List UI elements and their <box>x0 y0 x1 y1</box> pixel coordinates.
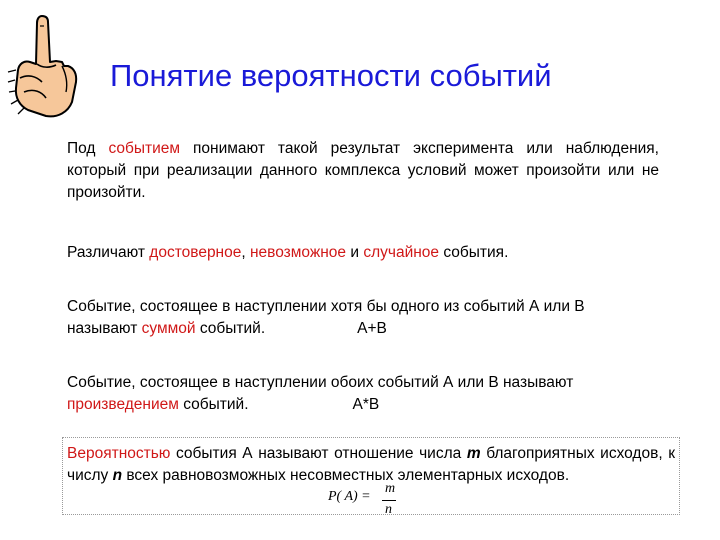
term-probability: Вероятностью <box>67 445 171 462</box>
formula-denominator: n <box>385 502 392 517</box>
formula-numerator: m <box>385 481 396 496</box>
event-types: Различают достоверное, невозможное и случайное события. <box>67 244 509 261</box>
page-title: Понятие вероятности событий <box>110 58 552 93</box>
term-sum: суммой <box>141 320 196 337</box>
probability-formula <box>328 481 396 517</box>
sum-definition: Событие, состоящее в наступлении хотя бы одного из событий А или В называют суммой событий. А+В <box>67 296 659 340</box>
sum-formula: А+В <box>357 320 387 337</box>
product-definition: Событие, состоящее в наступлении обоих событий А или В называют произведением событий. А*В <box>67 372 659 416</box>
term-event: событием <box>108 140 181 157</box>
product-formula: А*В <box>352 396 380 413</box>
term-random: случайное <box>363 244 440 261</box>
event-definition: Под событием понимают такой результат эксперимента или наблюдения, который при реализации данного комплекса условий может произойти или не произойти. <box>67 140 659 201</box>
term-impossible: невозможное <box>249 244 347 261</box>
term-product: произведением <box>67 396 179 413</box>
probability-definition: Вероятностью события А называют отношение числа m благоприятных исходов, к числу n всех равновозможных несовместных элементарных исходов. <box>67 445 675 484</box>
pointing-hand-icon <box>6 12 84 124</box>
formula-lhs: P( A) = <box>328 489 371 504</box>
term-certain: достоверное <box>149 244 242 261</box>
